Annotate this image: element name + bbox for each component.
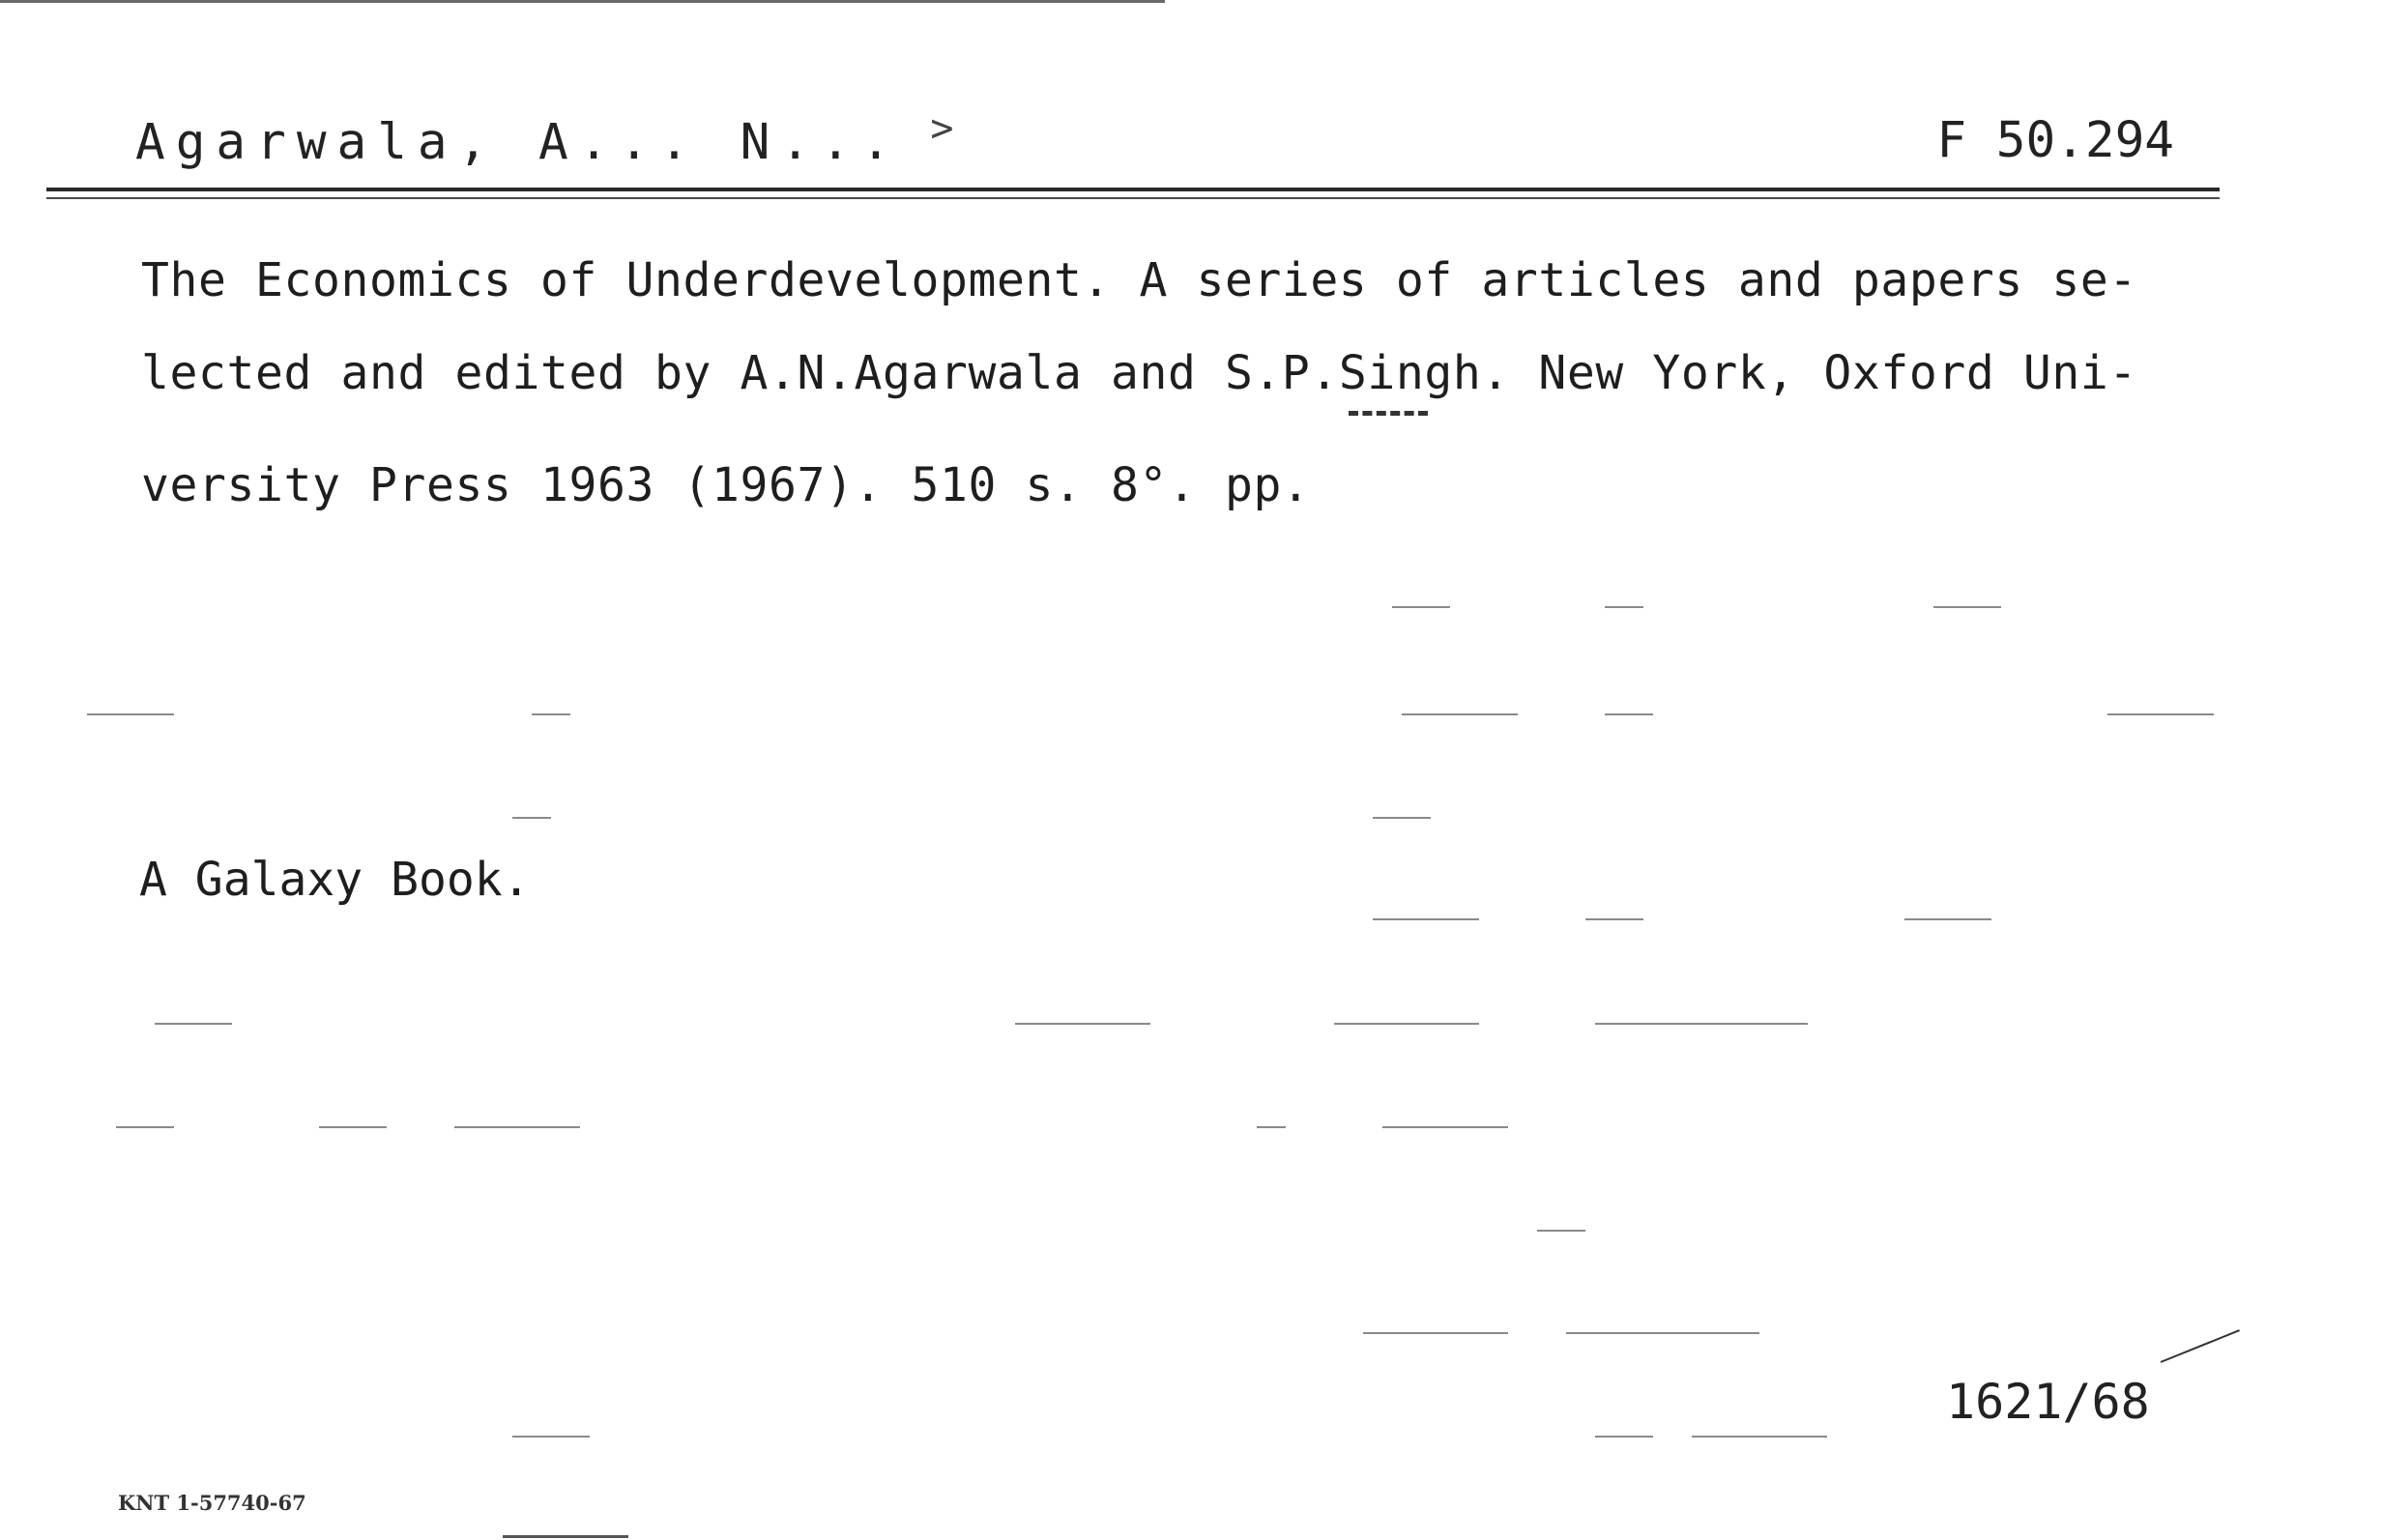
catalog-card-heading xyxy=(135,106,954,171)
printer-imprint: KNT 1-57740-67 xyxy=(118,1491,306,1515)
shelfmark: F 50.294 xyxy=(1936,112,2174,169)
title-line-3: versity Press 1963 (1967). 510 s. 8°. pp. xyxy=(141,458,1311,512)
title-line-1: The Economics of Underdevelopment. A series of articles and papers se- xyxy=(141,253,2137,307)
pencil-caret-mark: > xyxy=(930,106,954,151)
handwritten-check-stroke xyxy=(2161,1329,2240,1363)
top-edge-rule xyxy=(0,0,1165,3)
series-note: A Galaxy Book. xyxy=(139,853,531,907)
bottom-edge-dash xyxy=(503,1535,628,1538)
author-heading: Agarwala, A... N... xyxy=(135,114,902,171)
accession-number: 1621/68 xyxy=(1946,1374,2150,1430)
title-line-2: lected and edited by A.N.Agarwala and S.P.Singh. New York, Oxford Uni- xyxy=(141,346,2137,400)
handwritten-underline-mark xyxy=(1349,411,1428,416)
heading-separator-rule xyxy=(46,188,2220,199)
